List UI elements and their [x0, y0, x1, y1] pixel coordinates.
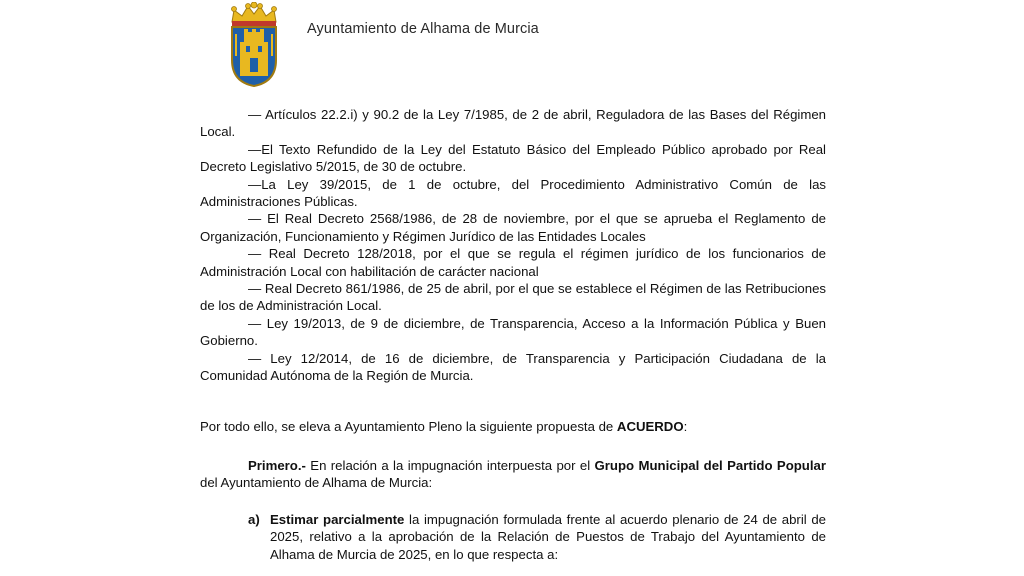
- document-body: [200, 106, 826, 563]
- item-a-text: la impugnación formulada frente al acuerdo plenario de 24 de abril de 2025, relativo a la aprobación de la Relación de Puestos de Trabajo del Ayuntamiento de Alhama de Murcia de 2025, en lo que respecta a:: [270, 511, 826, 562]
- proposal-paragraph: [200, 418, 826, 435]
- header-title: Ayuntamiento de Alhama de Murcia: [307, 21, 539, 37]
- item-a-bold: Estimar parcialmente: [270, 511, 405, 527]
- coat-of-arms-icon: [226, 2, 282, 88]
- primero-bold: Grupo Municipal del Partido Popular: [594, 457, 826, 473]
- item-a-paragraph: [200, 511, 826, 563]
- legal-ref-8: — Ley 12/2014, de 16 de diciembre, de Transparencia y Participación Ciudadana de la Comunidad Autónoma de la Región de Murcia.: [200, 350, 826, 384]
- primero-paragraph: [200, 457, 826, 492]
- primero-label: Primero.-: [248, 457, 306, 473]
- primero-text1: En relación a la impugnación interpuesta por el: [305, 457, 595, 473]
- proposal-bold: ACUERDO: [616, 418, 684, 434]
- proposal-text: Por todo ello, se eleva a Ayuntamiento Pleno la siguiente propuesta de: [200, 418, 617, 434]
- legal-ref-6: — Real Decreto 861/1986, de 25 de abril, por el que se establece el Régimen de las Retribuciones de los de Administración Local.: [200, 281, 826, 314]
- legal-ref-2: —El Texto Refundido de la Ley del Estatuto Básico del Empleado Público aprobado por Real Decreto Legislativo 5/2015, de 30 de octubre.: [200, 141, 826, 175]
- item-a-marker: a): [248, 511, 260, 527]
- primero-text2: del Ayuntamiento de Alhama de Murcia:: [200, 475, 433, 491]
- proposal-end: :: [683, 418, 688, 434]
- legal-ref-7: — Ley 19/2013, de 9 de diciembre, de Transparencia, Acceso a la Información Pública y Buen Gobierno.: [200, 315, 826, 349]
- legal-ref-5: — Real Decreto 128/2018, por el que se regula el régimen jurídico de los funcionarios de Administración Local con habilitación de carácter nacional: [200, 246, 826, 279]
- legal-ref-1: — Artículos 22.2.i) y 90.2 de la Ley 7/1985, de 2 de abril, Reguladora de las Bases del Régimen Local.: [200, 107, 826, 140]
- legal-ref-3: —La Ley 39/2015, de 1 de octubre, del Procedimiento Administrativo Común de las Administraciones Públicas.: [200, 176, 826, 210]
- legal-ref-4: — El Real Decreto 2568/1986, de 28 de noviembre, por el que se aprueba el Reglamento de Organización, Funcionamiento y Régimen Jurídico de las Entidades Locales: [200, 211, 826, 244]
